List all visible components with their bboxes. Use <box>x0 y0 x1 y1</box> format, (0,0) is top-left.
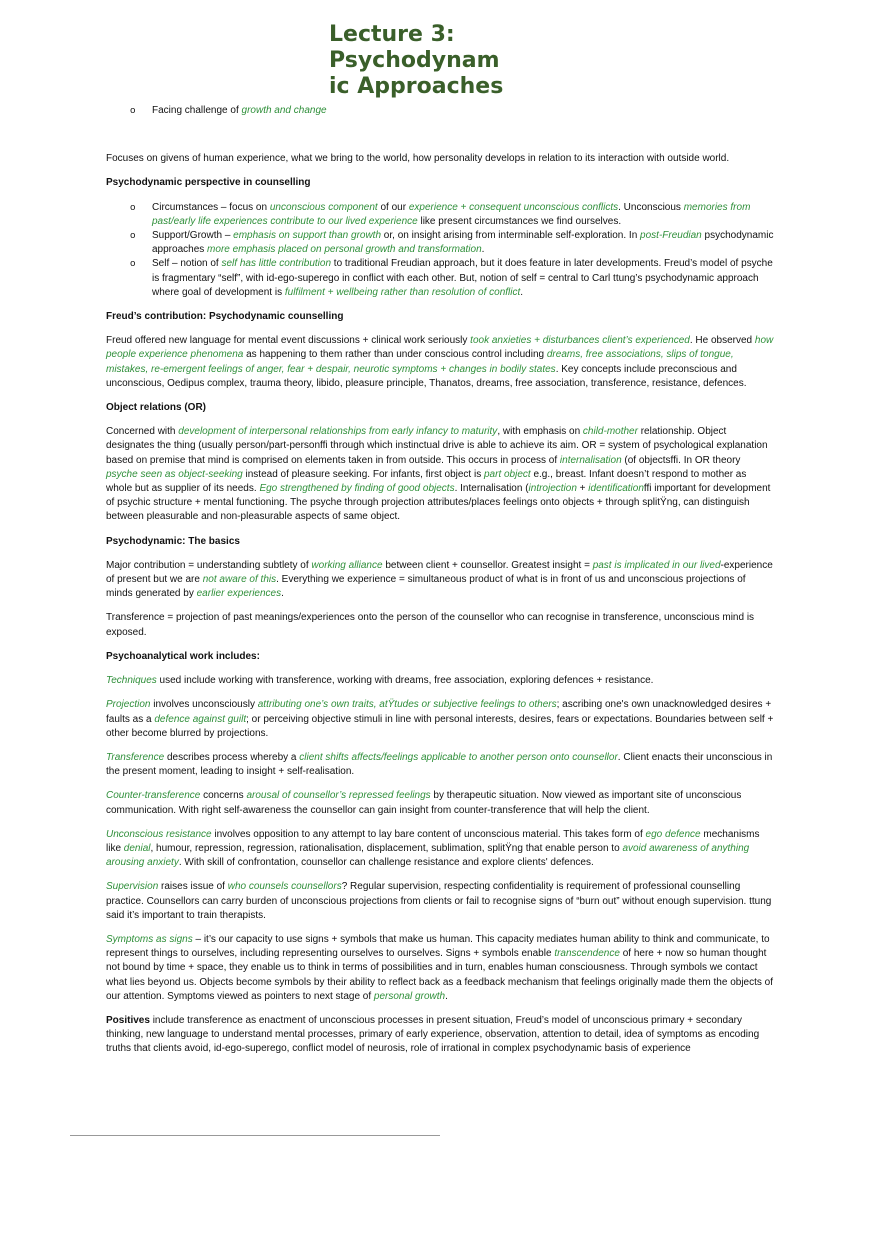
text: by therapeutic situation. Now viewed as important site of unconscious communication. With right self-awareness the counsellor can gain insight from counter-transference that will help the client. <box>106 790 742 816</box>
highlight: Techniques <box>106 675 157 687</box>
paragraph <box>106 425 774 524</box>
highlight: Supervision <box>106 881 159 893</box>
text: . Everything we experience = simultaneous product of what is in front of us and unconscious projections of minds generated by <box>106 574 746 600</box>
paragraph <box>106 698 774 741</box>
highlight: denial <box>123 842 151 854</box>
highlight: Transference <box>106 751 165 763</box>
text: like present circumstances we find ourselves. <box>417 215 622 227</box>
text: psychodynamic approaches <box>152 230 774 256</box>
highlight: defence against guilt <box>154 713 247 725</box>
text: , with emphasis on <box>497 426 583 438</box>
document-body <box>106 104 774 1067</box>
paragraph <box>106 674 774 688</box>
highlight: Projection <box>106 699 151 711</box>
paragraph: Transference = projection of past meanings/experiences onto the person of the counsellor who can recognise in transference, unconscious mind is exposed. <box>106 612 755 638</box>
highlight: Ego strengthened by finding of good objects <box>259 483 455 495</box>
text: involves unconsciously <box>150 699 258 711</box>
text: between client + counsellor. Greatest insight = <box>382 559 593 571</box>
text: . <box>281 588 284 600</box>
text: Freud offered new language for mental event discussions + clinical work seriously <box>106 335 471 347</box>
text: ; or perceiving objective stimuli in line with personal interests, desires, fears or expectations. Boundaries between self + other become blurred by projections. <box>106 713 774 739</box>
text: . With skill of confrontation, counsellor can challenge resistance and explore clients' defences. <box>178 857 594 869</box>
text: raises issue of <box>158 881 228 893</box>
highlight: unconscious component <box>269 201 378 213</box>
text: -experience of present but we are <box>106 559 773 586</box>
section-heading: Psychodynamic perspective in counselling <box>106 177 311 189</box>
text: . He observed <box>689 335 755 347</box>
text: describes process whereby a <box>164 751 300 763</box>
highlight: psyche seen as object-seeking <box>106 468 243 480</box>
text: ffi important for development of psychic structure + mental functioning. The psyche through projection attributes/places feelings onto objects + through splitŸng, can distinguish between pleasurable and non-pleasurable aspects of same object. <box>106 483 771 523</box>
paragraph <box>106 828 774 871</box>
text: instead of pleasure seeking. For infants, first object is <box>242 468 484 480</box>
list-item <box>106 257 774 300</box>
paragraph <box>106 789 774 817</box>
text: Facing challenge of <box>152 105 242 116</box>
text: to traditional Freudian approach, but it does feature in later developments. Freud’s model of psyche is fragmentary “self”, with id-ego-superego in conflict with each other. But, notion of self = central to Carl ttung’s psychodynamic approach where goal of development is <box>152 258 773 298</box>
text: . <box>520 286 524 298</box>
highlight: emphasis on support than growth <box>233 230 382 242</box>
list-item <box>106 201 774 229</box>
section-heading: Freud’s contribution: Psychodynamic counselling <box>106 311 344 323</box>
highlight: self has little contribution <box>221 258 332 270</box>
intro-paragraph: Focuses on givens of human experience, what we bring to the world, how personality develops in relation to its interaction with outside world. <box>106 153 730 165</box>
text: . <box>481 244 485 256</box>
list-item <box>106 229 774 257</box>
highlight: ego defence <box>645 828 701 840</box>
text: mechanisms like <box>106 828 760 854</box>
section-heading: Psychodynamic: The basics <box>106 535 240 547</box>
highlight: dreams, free associations, slips of tongue, mistakes, re-emergent feelings of anger, fear + despair, neurotic symptoms + changes in bodily states <box>106 349 734 375</box>
title-line: Lecture 3: <box>329 22 455 47</box>
text: Support/Growth – <box>152 230 234 242</box>
text: used include working with transference, working with dreams, free association, exploring defences + resistance. <box>156 675 654 687</box>
text: as happening to them rather than under conscious control including <box>243 349 547 361</box>
section-heading: Object relations (OR) <box>106 402 207 414</box>
highlight: post-Freudian <box>640 230 702 242</box>
paragraph <box>106 334 774 391</box>
text: or, on insight arising from interminable self-exploration. In <box>381 230 641 242</box>
highlight: arousal of counsellor’s repressed feelings <box>246 790 431 802</box>
text: involves opposition to any attempt to lay bare content of unconscious material. This takes form of <box>211 828 646 840</box>
highlight: attributing one’s own traits, atŸtudes or subjective feelings to others <box>257 699 557 711</box>
highlight: fulfilment + wellbeing rather than resolution of conflict <box>284 286 521 298</box>
highlight: personal growth <box>373 990 446 1002</box>
text: of here + now so human thought not bound by time + space, they enable us to think in terms of possibilities and in turn, enables human consciousness. Through symbols we contact what lies beyond us. Objects become symbols by their ability to reflect back as a feedback mechanism that feelings originally made them the objects of our attention. Symptoms viewed as pointers to next stage of <box>106 948 774 1002</box>
highlight: avoid awareness of anything arousing anxiety <box>106 842 750 869</box>
text: Major contribution = understanding subtlety of <box>106 559 312 571</box>
text: . Internalisation ( <box>454 483 529 495</box>
list-item <box>106 104 774 118</box>
highlight: development of interpersonal relationships from early infancy to maturity <box>178 426 498 438</box>
highlight: memories from past/early life experiences contribute to our lived experience <box>152 201 751 227</box>
highlight: how people experience phenomena <box>106 335 774 361</box>
text: concerns <box>200 790 247 802</box>
highlight: experience + consequent unconscious conflicts <box>408 201 619 213</box>
text: . Client enacts their unconscious in the present moment, leading to insight + self-realisation. <box>106 751 773 778</box>
text: . Key concepts include preconscious and unconscious, Oedipus complex, trauma theory, libido, pleasure principle, Thanatos, dreams, free association, transference, resistance, defences. <box>106 363 747 389</box>
highlight: client shifts affects/feelings applicable to another person onto counsellor <box>299 751 618 763</box>
highlight: introjection <box>528 483 577 495</box>
title-line: ic Approaches <box>329 74 504 99</box>
text: (of objectsffi. In OR theory <box>621 454 741 466</box>
text: Circumstances – focus on <box>152 201 270 213</box>
text: Concerned with <box>106 426 179 438</box>
section-heading: Psychoanalytical work includes: <box>106 650 260 662</box>
text: + <box>576 483 589 495</box>
highlight: transcendence <box>554 948 620 960</box>
highlight: growth and change <box>241 105 327 116</box>
paragraph <box>106 751 774 779</box>
text: ? Regular supervision, respecting confidentiality is requirement of professional counselling practice. Counsellors can carry burden of unconscious projections from clients or fail to recognise signs of “burn out” without enough supervision. ttung said it’s important to train therapists. <box>106 881 772 921</box>
text: . <box>445 990 448 1002</box>
page-title <box>329 22 509 100</box>
paragraph <box>106 933 774 1004</box>
highlight: took anxieties + disturbances client’s experienced <box>470 335 690 347</box>
title-line: Psychodynam <box>329 48 500 73</box>
highlight: identification <box>588 483 644 495</box>
paragraph <box>106 1014 774 1057</box>
highlight: Counter-transference <box>106 790 201 802</box>
paragraph <box>106 880 774 923</box>
paragraph <box>106 559 774 602</box>
highlight: Unconscious resistance <box>106 828 212 840</box>
top-bullet-list <box>106 104 774 118</box>
text: , humour, repression, regression, rationalisation, displacement, sublimation, splitŸng that enable person to <box>150 842 623 854</box>
text: Positives <box>106 1014 150 1026</box>
highlight: working alliance <box>311 559 383 571</box>
text: ; ascribing one's own unacknowledged desires + faults as a <box>106 699 772 725</box>
highlight: internalisation <box>559 454 622 466</box>
text: – it’s our capacity to use signs + symbols that make us human. This capacity mediates human ability to think and communicate, to represent things to ourselves, including representing ourselves to ourselves. Signs + symbols enable <box>106 933 770 960</box>
highlight: part object <box>483 468 531 480</box>
highlight: past is implicated in our lived <box>592 559 721 571</box>
text: e.g., breast. Infant doesn’t respond to mother as whole but as supplier of its needs. <box>106 468 747 495</box>
perspective-list <box>106 201 774 300</box>
text: Self – notion of <box>152 258 222 270</box>
text: . Unconscious <box>618 201 684 213</box>
highlight: Symptoms as signs <box>106 933 193 945</box>
highlight: more emphasis placed on personal growth and transformation <box>207 244 482 256</box>
footnote-divider <box>70 1135 440 1136</box>
highlight: who counsels counsellors <box>227 881 342 893</box>
highlight: child-mother <box>582 426 638 438</box>
text: include transference as enactment of unconscious processes in present situation, Freud’s model of unconscious primary + secondary thinking, new language to understand mental processes, primary of early experience, observation, attention to detail, idea of symptoms as encoding truths that clients avoid, id-ego-superego, conflict model of neurosis, role of irrational in complex psychodynamic basis of experience <box>106 1014 760 1055</box>
highlight: not aware of this <box>202 574 277 586</box>
text: of our <box>377 201 409 213</box>
text: relationship. Object designates the thing (usually person/part-personffi through which instinctual drive is able to achieve its aim. OR = system of psychological explanation based on premise that mind is comprised on elements taken in from outside. This occurs in process of <box>106 426 768 466</box>
highlight: earlier experiences <box>196 588 282 600</box>
